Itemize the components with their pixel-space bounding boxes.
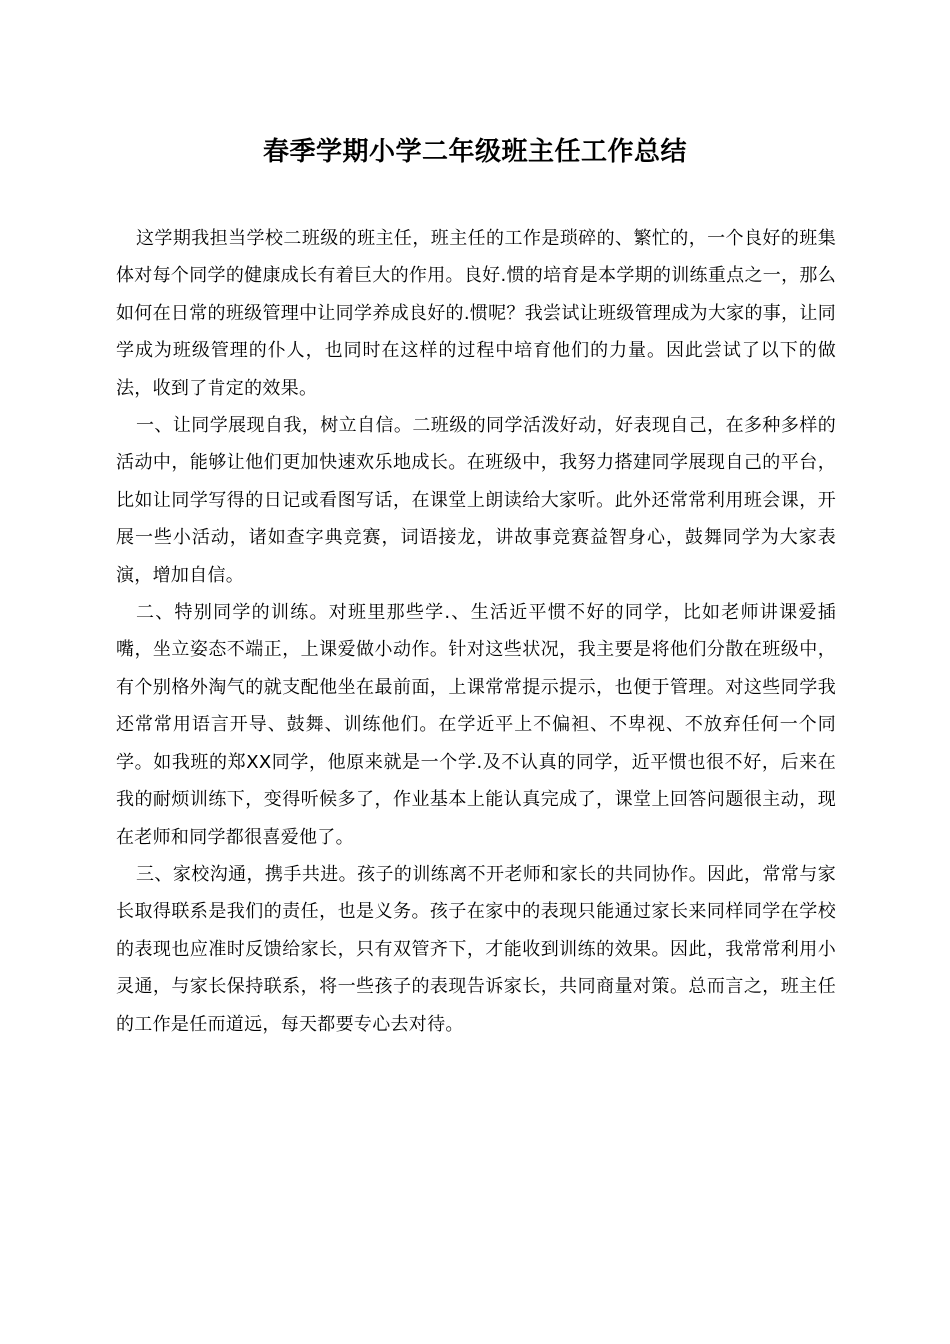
document-title: 春季学期小学二年级班主任工作总结: [262, 137, 687, 167]
paragraph-section-3: 三、家校沟通，携手共进。孩子的训练离不开老师和家长的共同协作。因此，常常与家长取得联系是我们的责任，也是义务。孩子在家中的表现只能通过家长来同样同学在学校的表现也应准时反馈给家长，只有双管齐下，才能收到训练的效果。因此，我常常利用小灵通，与家长保持联系，将一些孩子的表现告诉家长，共同商量对策。总而言之，班主任的工作是任而道远，每天都要专心去对待。: [116, 863, 836, 1035]
document-body: [116, 220, 836, 1043]
paragraph-section-2: 二、特别同学的训练。对班里那些学.、生活近平惯不好的同学，比如老师讲课爱插嘴，坐立姿态不端正，上课爱做小动作。针对这些状况，我主要是将他们分散在班级中，有个别格外淘气的就支配他坐在最前面，上课常常提示提示，也便于管理。对这些同学我还常常用语言开导、鼓舞、训练他们。在学近平上不偏袒、不卑视、不放弃任何一个同学。如我班的郑XX同学，他原来就是一个学.及不认真的同学，近平惯也很不好，后来在我的耐烦训练下，变得听候多了，作业基本上能认真完成了，课堂上回答问题很主动，现在老师和同学都很喜爱他了。: [116, 602, 836, 848]
paragraph-section-1: 一、让同学展现自我，树立自信。二班级的同学活泼好动，好表现自己，在多种多样的活动中，能够让他们更加快速欢乐地成长。在班级中，我努力搭建同学展现自己的平台，比如让同学写得的日记或看图写话，在课堂上朗读给大家听。此外还常常利用班会课，开展一些小活动，诸如查字典竞赛，词语接龙，讲故事竞赛益智身心，鼓舞同学为大家表演，增加自信。: [116, 415, 836, 586]
paragraph-intro: 这学期我担当学校二班级的班主任，班主任的工作是琐碎的、繁忙的，一个良好的班集体对每个同学的健康成长有着巨大的作用。良好.惯的培育是本学期的训练重点之一，那么如何在日常的班级管理中让同学养成良好的.惯呢？我尝试让班级管理成为大家的事，让同学成为班级管理的仆人，也同时在这样的过程中培育他们的力量。因此尝试了以下的做法，收到了肯定的效果。: [116, 228, 836, 399]
